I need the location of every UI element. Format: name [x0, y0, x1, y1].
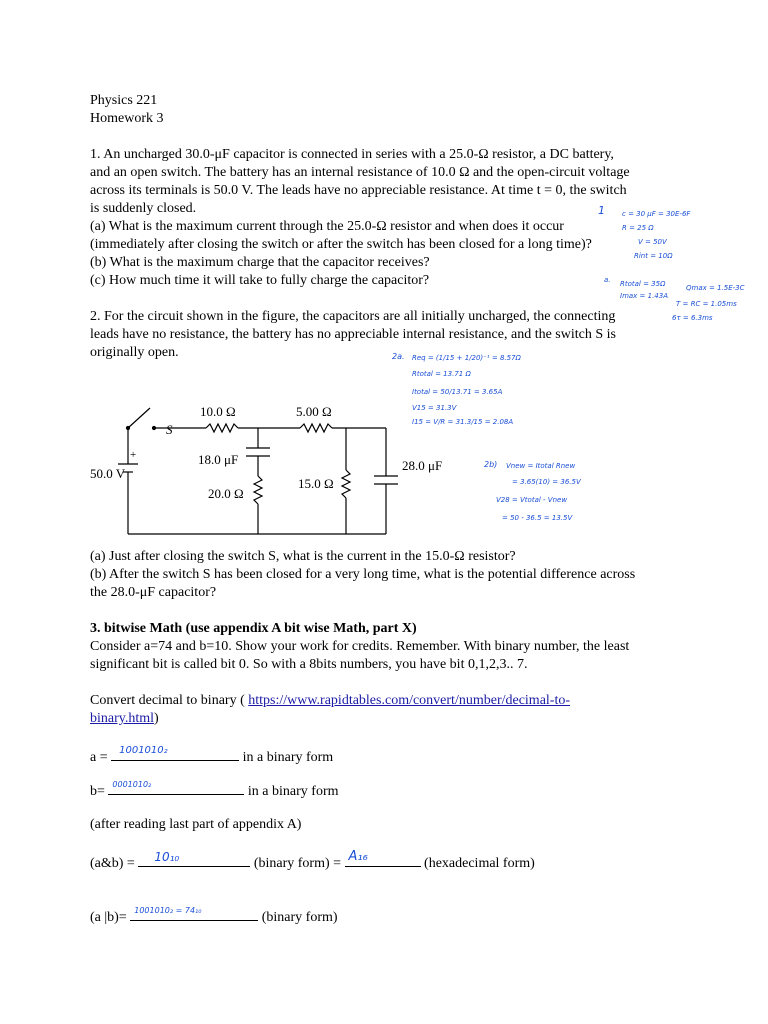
- course-title: Physics 221: [90, 93, 158, 108]
- convert-suffix: ): [154, 711, 159, 726]
- q1-line-8: (c) How much time it will take to fully charge the capacitor?: [90, 273, 430, 288]
- handwritten-q1-note-3: V = 50V: [638, 238, 667, 246]
- r1-label: 10.0 Ω: [200, 404, 236, 419]
- q1-line-7: (b) What is the maximum charge that the capacitor receives?: [90, 255, 430, 270]
- or-label: (a |b)=: [90, 910, 131, 925]
- c1-label: 18.0 μF: [198, 452, 239, 467]
- handwritten-q1b-note-3: 6τ = 6.3ms: [672, 314, 713, 322]
- a-binary-answer: 1001010₂: [119, 745, 168, 756]
- handwritten-q1-note-1: c = 30 μF = 30E-6F: [622, 210, 691, 218]
- handwritten-q1b-note-1: Qmax = 1.5E-3C: [686, 284, 745, 292]
- battery-voltage-label: 50.0 V: [90, 466, 126, 481]
- and-binary-field[interactable]: [138, 852, 250, 867]
- q2-line-1: 2. For the circuit shown in the figure, the capacitors are all initially uncharged, the connecting: [90, 309, 616, 324]
- handwritten-q2b-note-3: V28 = Vtotal - Vnew: [496, 496, 568, 504]
- and-hex-answer: A₁₆: [348, 849, 368, 864]
- q3-line-1: Consider a=74 and b=10. Show your work for credits. Remember. With binary number, the least: [90, 639, 630, 654]
- q2-after-line-3: the 28.0-μF capacitor?: [90, 585, 217, 600]
- rapidtables-link-continued[interactable]: binary.html: [90, 711, 155, 726]
- b-suffix: in a binary form: [244, 784, 339, 799]
- and-binary-answer: 10₁₀: [154, 850, 180, 864]
- homework-title: Homework 3: [90, 111, 164, 126]
- handwritten-q2b-note-4: = 50 - 36.5 = 13.5V: [502, 514, 573, 522]
- handwritten-q1a-note-2: Imax = 1.43A: [620, 292, 669, 300]
- a-binary-field[interactable]: [111, 746, 239, 761]
- handwritten-q2a-note-4: V15 = 31.3V: [412, 404, 457, 412]
- a-label: a =: [90, 750, 112, 765]
- q3-number: 3.: [90, 621, 101, 636]
- b-binary-answer: 0001010₂: [112, 780, 152, 789]
- handwritten-q2a-note-2: Rtotal = 13.71 Ω: [412, 370, 471, 378]
- c2-label: 28.0 μF: [402, 458, 443, 473]
- and-label: (a&b) =: [90, 856, 139, 871]
- q2-after-line-1: (a) Just after closing the switch S, what is the current in the 15.0-Ω resistor?: [90, 549, 516, 564]
- q1-line-1: 1. An uncharged 30.0-μF capacitor is connected in series with a 25.0-Ω resistor, a DC battery,: [90, 147, 614, 162]
- after-reading-note: (after reading last part of appendix A): [90, 817, 302, 832]
- q1-line-5: (a) What is the maximum current through the 25.0-Ω resistor and when does it occur: [90, 219, 564, 234]
- b-binary-field[interactable]: [108, 780, 244, 795]
- q2-line-2: leads have no resistance, the battery has no appreciable internal resistance, and the switch S is: [90, 327, 616, 342]
- handwritten-q1b-note-2: T = RC = 1.05ms: [676, 300, 737, 308]
- handwritten-q2a-label: 2a.: [392, 352, 405, 361]
- and-suffix: (hexadecimal form): [420, 856, 535, 871]
- battery-plus-label: +: [130, 449, 137, 461]
- handwritten-q2a-note-3: Itotal = 50/13.71 = 3.65A: [412, 388, 503, 396]
- or-binary-field[interactable]: [130, 906, 258, 921]
- handwritten-q1-number: 1: [598, 204, 605, 217]
- convert-line-2: [90, 710, 159, 728]
- handwritten-q2b-label: 2b): [484, 460, 498, 469]
- q3-line-2: significant bit is called bit 0. So with a 8bits numbers, you have bit 0,1,2,3.. 7.: [90, 657, 528, 672]
- switch-label: S: [166, 422, 173, 437]
- handwritten-q2a-note-1: Req = (1/15 + 1/20)⁻¹ = 8.57Ω: [412, 354, 521, 362]
- and-hex-field[interactable]: [345, 849, 421, 867]
- and-row: [90, 849, 535, 873]
- or-suffix: (binary form): [258, 910, 338, 925]
- convert-prefix: Convert decimal to binary (: [90, 693, 245, 708]
- handwritten-q2b-note-2: = 3.65(10) = 36.5V: [512, 478, 581, 486]
- handwritten-q1a-note-1: Rtotal = 35Ω: [620, 280, 666, 288]
- handwritten-q1-note-2: R = 25 Ω: [622, 224, 654, 232]
- q1-line-6: (immediately after closing the switch or after the switch has been closed for a long time)?: [90, 237, 592, 252]
- q1-line-4: is suddenly closed.: [90, 201, 197, 216]
- or-binary-answer: 1001010₂ = 74₁₀: [134, 906, 202, 915]
- q1-line-2: and an open switch. The battery has an internal resistance of 10.0 Ω and the open-circuit voltage: [90, 165, 630, 180]
- and-mid: (binary form) =: [250, 856, 345, 871]
- or-row: [90, 906, 338, 927]
- q3-heading: [90, 620, 417, 638]
- handwritten-q1-note-4: Rint = 10Ω: [634, 252, 673, 260]
- convert-line: [90, 692, 570, 710]
- q2-after-line-2: (b) After the switch S has been closed for a very long time, what is the potential difference across: [90, 567, 636, 582]
- rapidtables-link[interactable]: https://www.rapidtables.com/convert/number/decimal-to-: [248, 693, 571, 708]
- b-binary-row: [90, 780, 339, 801]
- b-label: b=: [90, 784, 109, 799]
- handwritten-q2a-note-5: I15 = V/R = 31.3/15 = 2.08A: [412, 418, 514, 426]
- handwritten-q1a-number: a.: [604, 276, 611, 284]
- q2-line-3: originally open.: [90, 345, 179, 360]
- handwritten-q2b-note-1: Vnew = Itotal Rnew: [506, 462, 576, 470]
- r4-label: 15.0 Ω: [298, 476, 334, 491]
- r3-label: 20.0 Ω: [208, 486, 244, 501]
- a-binary-row: [90, 746, 333, 767]
- q3-title: bitwise Math (use appendix A bit wise Math, part X): [104, 621, 417, 636]
- r2-label: 5.00 Ω: [296, 404, 332, 419]
- q1-line-3: across its terminals is 50.0 V. The leads have no appreciable resistance. At time t = 0, the switch: [90, 183, 627, 198]
- a-suffix: in a binary form: [239, 750, 334, 765]
